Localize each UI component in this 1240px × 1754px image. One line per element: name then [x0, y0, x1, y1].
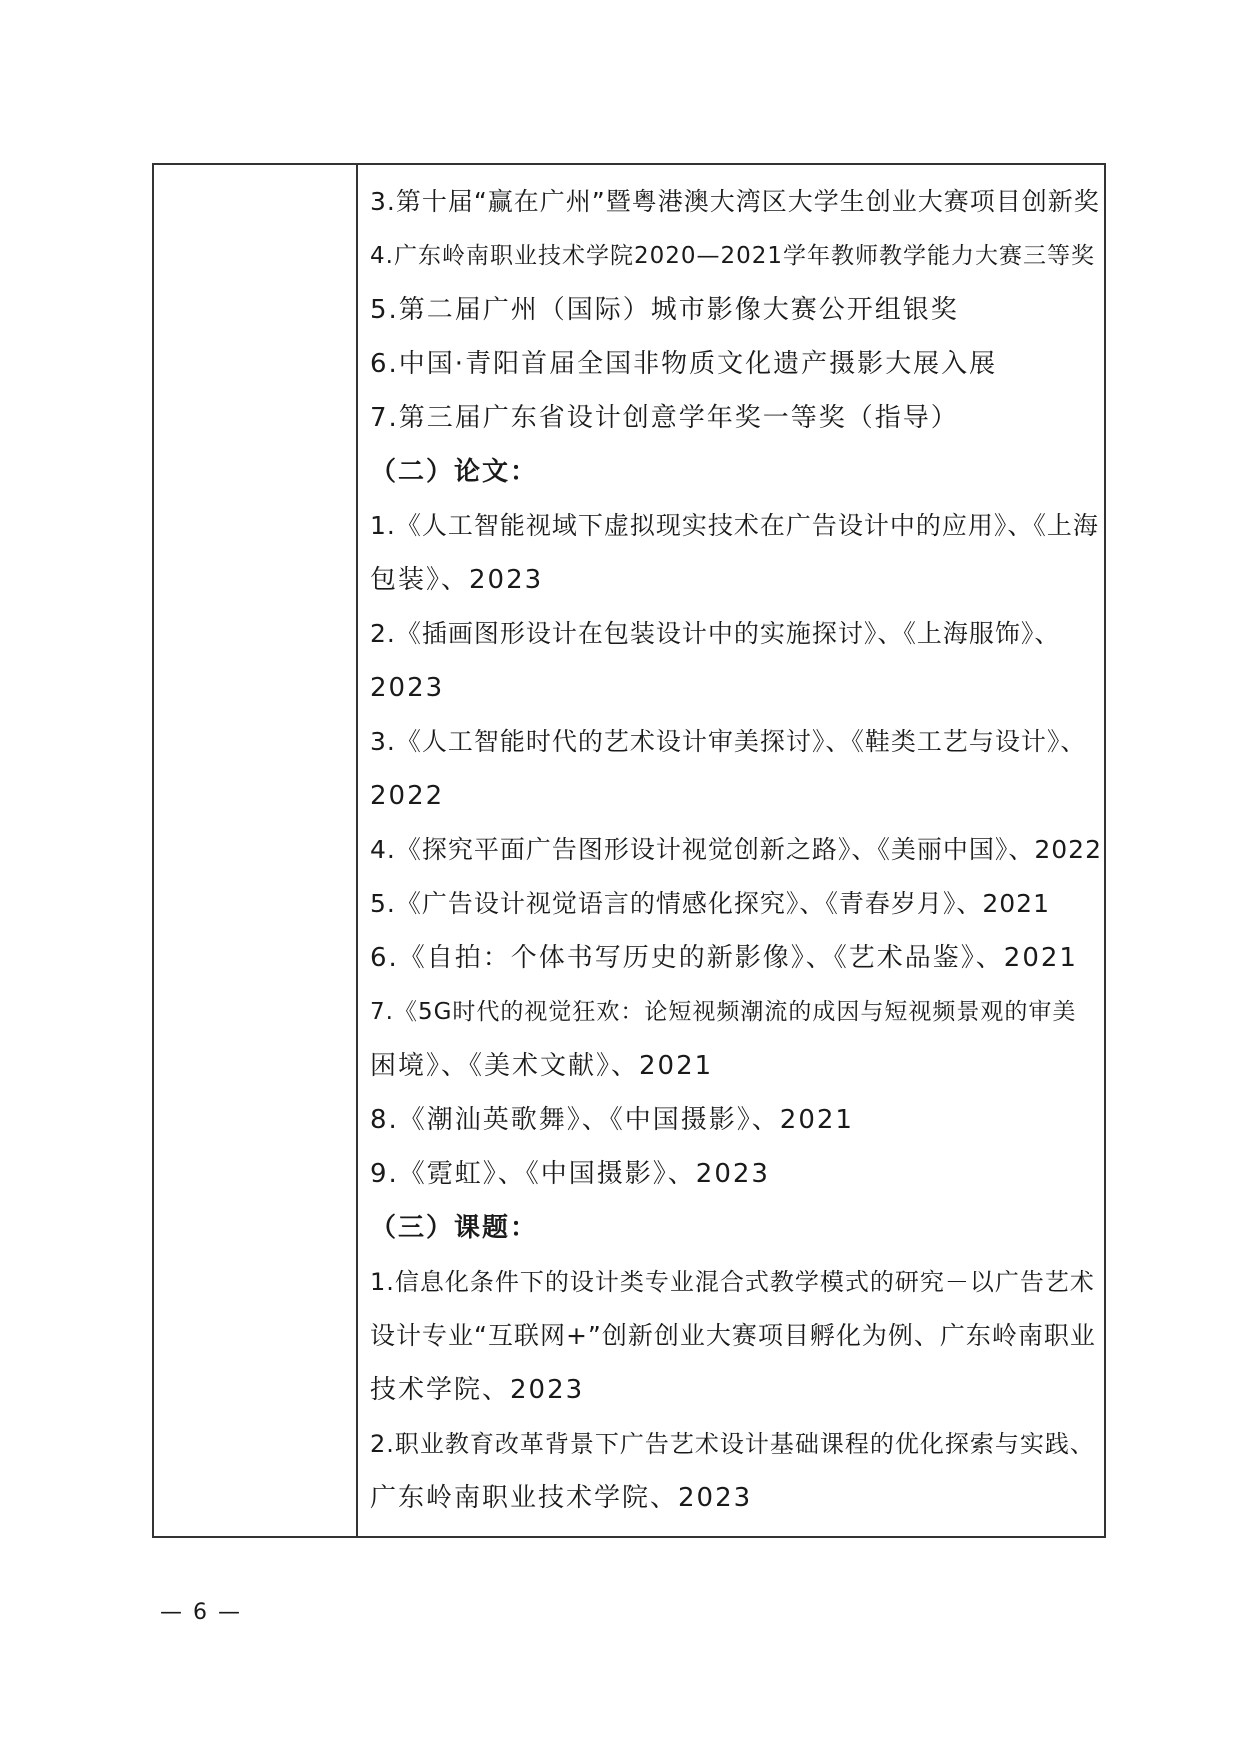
content-line: 5.第二届广州（国际）城市影像大赛公开组银奖 [370, 295, 959, 325]
content-line: 2023 [370, 673, 445, 703]
content-line: 7.第三届广东省设计创意学年奖一等奖（指导） [370, 403, 959, 433]
content-line: 1.信息化条件下的设计类专业混合式教学模式的研究－以广告艺术 [370, 1268, 1095, 1296]
table-content-column [358, 165, 1104, 1536]
page-number: — 6 — [160, 1600, 242, 1625]
content-line: 3.第十届“赢在广州”暨粤港澳大湾区大学生创业大赛项目创新奖 [370, 187, 1100, 216]
document-table [152, 163, 1106, 1538]
content-line: 4.广东岭南职业技术学院2020—2021学年教师教学能力大赛三等奖 [370, 243, 1096, 269]
content-line: 2.《插画图形设计在包装设计中的实施探讨》、《上海服饰》、 [370, 619, 1061, 648]
content-line: 9.《霓虹》、《中国摄影》、2023 [370, 1159, 770, 1189]
content-line: 7.《5G时代的视觉狂欢：论短视频潮流的成因与短视频景观的审美 [370, 999, 1077, 1025]
content-line: 8.《潮汕英歌舞》、《中国摄影》、2021 [370, 1105, 854, 1135]
content-line: 广东岭南职业技术学院、2023 [370, 1483, 753, 1513]
content-line: 2022 [370, 781, 445, 811]
content-line: 困境》、《美术文献》、2021 [370, 1051, 714, 1081]
table-label-column [154, 165, 358, 1536]
content-line: 包装》、2023 [370, 565, 544, 595]
section-heading: （二）论文： [370, 457, 539, 487]
content-line: 6.中国·青阳首届全国非物质文化遗产摄影大展入展 [370, 349, 998, 379]
content-line: 4.《探究平面广告图形设计视觉创新之路》、《美丽中国》、2022 [370, 835, 1102, 864]
content-line: 3.《人工智能时代的艺术设计审美探讨》、《鞋类工艺与设计》、 [370, 727, 1087, 756]
content-line: 设计专业“互联网+”创新创业大赛项目孵化为例、广东岭南职业 [370, 1321, 1096, 1350]
content-line: 1.《人工智能视域下虚拟现实技术在广告设计中的应用》、《上海 [370, 511, 1099, 540]
content-line: 6.《自拍：个体书写历史的新影像》、《艺术品鉴》、2021 [370, 943, 1078, 973]
content-line: 5.《广告设计视觉语言的情感化探究》、《青春岁月》、2021 [370, 889, 1050, 918]
content-line: 2.职业教育改革背景下广告艺术设计基础课程的优化探索与实践、 [370, 1430, 1095, 1458]
content-line: 技术学院、2023 [370, 1375, 585, 1405]
section-heading: （三）课题： [370, 1213, 539, 1243]
